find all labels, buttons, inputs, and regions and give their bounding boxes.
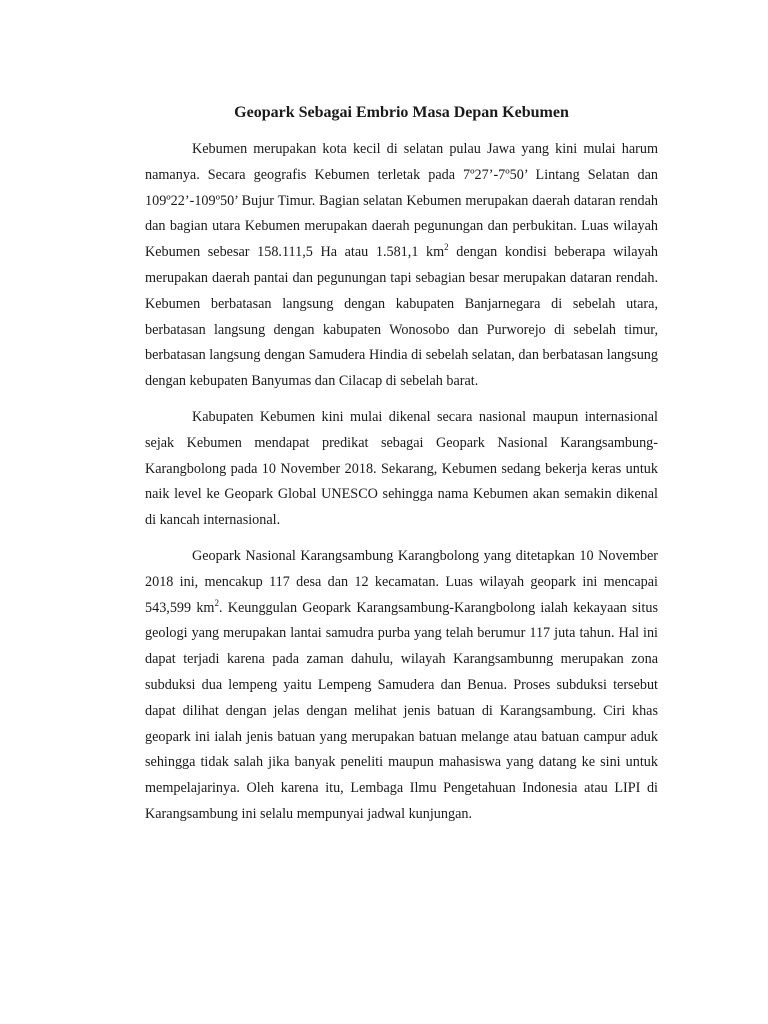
superscript-2: 2 (444, 242, 449, 253)
paragraph-text: . Keunggulan Geopark Karangsambung-Karangbolong ialah kekayaan situs geologi yang merupakan lantai samudra purba yang telah berumur 117 juta tahun. Hal ini dapat terjadi karena pada zaman dahulu, wilayah Karangsambunng merupakan zona subduksi dua lempeng yaitu Lempeng Samudera dan Benua. Proses subduksi tersebut dapat dilihat dengan jelas dengan melihat jenis batuan di Karangsambung. Ciri khas geopark ini ialah jenis batuan yang merupakan batuan melange atau batuan campur aduk sehingga tidak salah jika banyak peneliti maupun mahasiswa yang datang ke sini untuk mempelajarinya. Oleh karena itu, Lembaga Ilmu Pengetahuan Indonesia atau LIPI di Karangsambung ini selalu mempunyai jadwal kunjungan. (145, 599, 658, 822)
paragraph-text: Kebumen merupakan kota kecil di selatan pulau Jawa yang kini mulai harum namanya. Secara geografis Kebumen terletak pada 7º27’-7º50’ Lintang Selatan dan 109º22’-109º50’ Bujur Timur. Bagian selatan Kebumen merupakan daerah dataran rendah dan bagian utara Kebumen merupakan daerah pegunungan dan perbukitan. Luas wilayah Kebumen sebesar 158.111,5 Ha atau 1.581,1 km (145, 141, 658, 261)
document-title: Geopark Sebagai Embrio Masa Depan Kebumen (234, 104, 569, 121)
superscript-2: 2 (214, 597, 219, 608)
paragraph-geografi (145, 137, 658, 395)
paragraph-text: Geopark Nasional Karangsambung Karangbolong yang ditetapkan 10 November 2018 ini, mencakup 117 desa dan 12 kecamatan. Luas wilayah geopark ini mencapai 543,599 km (145, 547, 658, 616)
paragraph-karangsambung (145, 544, 658, 828)
paragraph-text: Kabupaten Kebumen kini mulai dikenal secara nasional maupun internasional sejak Kebumen mendapat predikat sebagai Geopark Nasional Karangsambung-Karangbolong pada 10 November 2018. Sekarang, Kebumen sedang bekerja keras untuk naik level ke Geopark Global UNESCO sehingga nama Kebumen akan semakin dikenal di kancah internasional. (145, 408, 658, 529)
paragraph-text: dengan kondisi beberapa wilayah merupakan daerah pantai dan pegunungan tapi sebagian besar merupakan dataran rendah. Kebumen berbatasan langsung dengan kabupaten Banjarnegara di sebelah utara, berbatasan langsung dengan kabupaten Wonosobo dan Purworejo di sebelah timur, berbatasan langsung dengan Samudera Hindia di sebelah selatan, dan berbatasan langsung dengan kebupaten Banyumas dan Cilacap di sebelah barat. (145, 244, 658, 390)
document-body (145, 137, 658, 838)
paragraph-geopark-nasional (145, 405, 658, 534)
